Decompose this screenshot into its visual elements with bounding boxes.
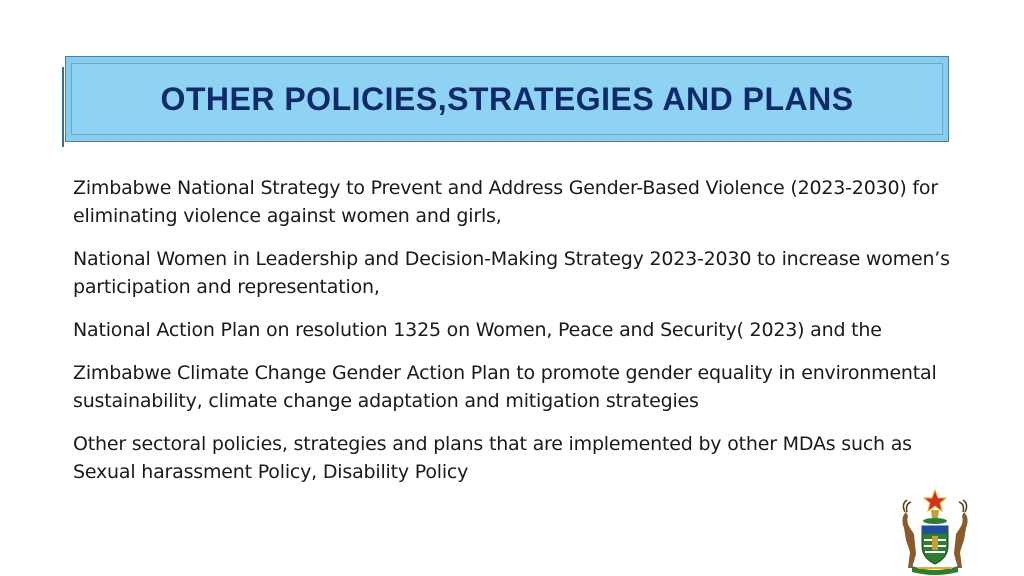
paragraph-gbv-strategy: Zimbabwe National Strategy to Prevent and Address Gender-Based Violence (2023-2030) for eliminating violence against women and girls,: [73, 177, 938, 227]
slide-content: [73, 174, 963, 501]
slide-title: OTHER POLICIES,STRATEGIES AND PLANS: [160, 80, 854, 117]
title-banner: [65, 56, 949, 142]
title-banner-inner: [71, 63, 943, 135]
coat-of-arms-icon: [898, 488, 972, 576]
paragraph-sectoral-policies: Other sectoral policies, strategies and plans that are implemented by other MDAs such as Sexual harassment Policy, Disability Policy: [73, 433, 912, 483]
paragraph-resolution-1325: National Action Plan on resolution 1325 on Women, Peace and Security( 2023) and the: [73, 319, 882, 341]
paragraph-climate-change: Zimbabwe Climate Change Gender Action Plan to promote gender equality in environmental sustainability, climate change adaptation and mitigation strategies: [73, 362, 937, 412]
paragraph-women-leadership: National Women in Leadership and Decision-Making Strategy 2023-2030 to increase women’s participation and representation,: [73, 248, 950, 298]
